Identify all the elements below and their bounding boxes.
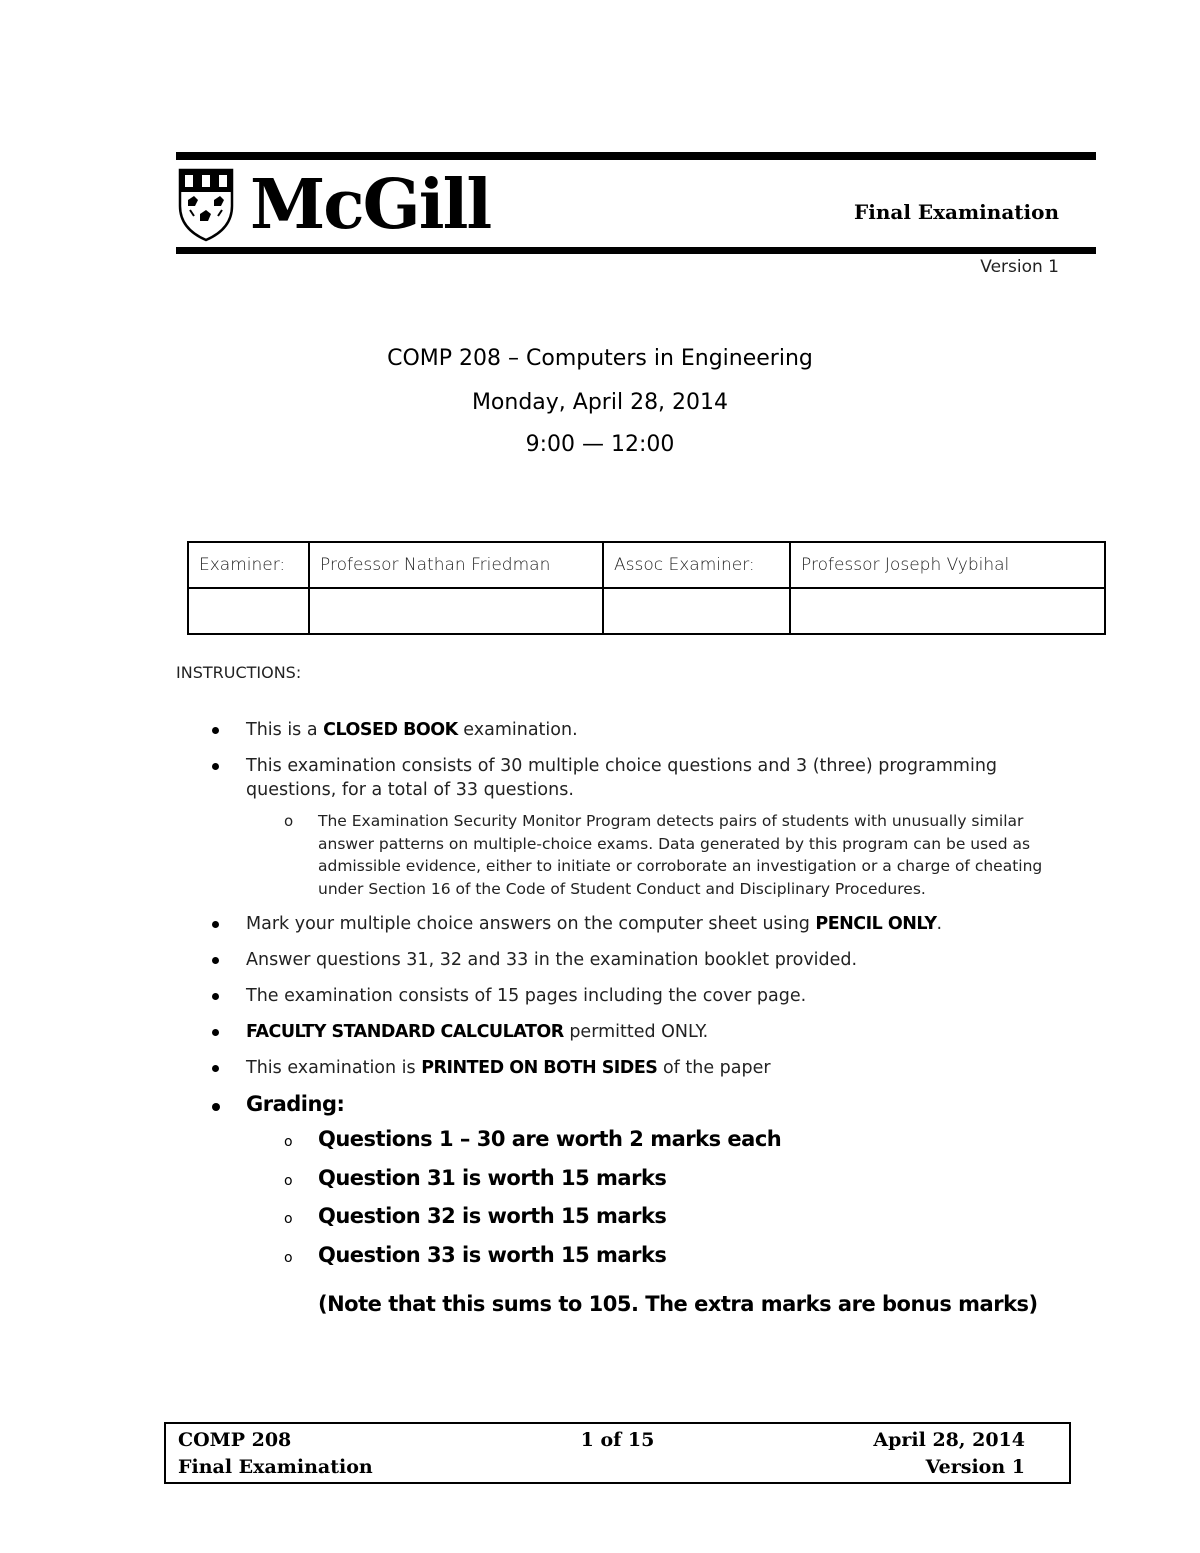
table-cell-empty bbox=[188, 588, 309, 634]
sub-bullet-icon: o bbox=[284, 1249, 293, 1266]
grading-label: Grading: bbox=[246, 1092, 345, 1116]
grading-text: Question 33 is worth 15 marks bbox=[318, 1242, 667, 1267]
instruction-emphasis: CLOSED BOOK bbox=[323, 720, 458, 740]
page-footer bbox=[164, 1422, 1071, 1484]
instruction-text: examination. bbox=[457, 720, 578, 740]
grading-text: Question 31 is worth 15 marks bbox=[318, 1165, 667, 1190]
list-item bbox=[176, 1020, 1056, 1044]
bullet-icon bbox=[212, 921, 219, 928]
list-item bbox=[176, 912, 1056, 936]
sub-bullet-icon: o bbox=[284, 1134, 293, 1150]
list-item bbox=[176, 984, 1056, 1008]
instruction-text: This is a bbox=[246, 720, 324, 740]
instruction-emphasis: FACULTY STANDARD CALCULATOR bbox=[246, 1022, 564, 1042]
header-rule-bottom bbox=[176, 247, 1096, 254]
instructions-heading: INSTRUCTIONS: bbox=[176, 663, 302, 682]
table-row bbox=[188, 588, 1105, 634]
exam-time: 9:00 — 12:00 bbox=[525, 432, 675, 457]
instructions-list bbox=[176, 718, 1056, 1316]
security-monitor-note: The Examination Security Monitor Program detects pairs of students with unusually similar answer patterns on multiple-choice exams. Data generated by this program can be used as admissible evidence, either to initiate or corroborate an investigation or a charge of cheating under Section 16 of the Code of Student Conduct and Disciplinary Procedures. bbox=[318, 812, 1043, 898]
examiner-label: Examiner: bbox=[188, 542, 309, 588]
sub-bullet-icon: o bbox=[284, 1211, 293, 1227]
exam-date: Monday, April 28, 2014 bbox=[471, 390, 729, 415]
footer-date: April 28, 2014 bbox=[873, 1429, 1025, 1451]
grading-item bbox=[176, 1124, 1056, 1154]
sub-bullet-icon: o bbox=[284, 1172, 293, 1189]
instruction-text: . bbox=[936, 914, 943, 934]
list-item bbox=[176, 754, 1056, 802]
bullet-icon bbox=[212, 763, 219, 770]
examiner-name: Professor Nathan Friedman bbox=[309, 542, 603, 588]
instruction-emphasis: PRINTED ON BOTH SIDES bbox=[421, 1058, 658, 1078]
bullet-icon bbox=[212, 1103, 220, 1111]
assoc-examiner-name: Professor Joseph Vybihal bbox=[790, 542, 1105, 588]
bullet-icon bbox=[212, 1029, 219, 1036]
instruction-text: The examination consists of 15 pages including the cover page. bbox=[246, 986, 807, 1006]
list-item bbox=[176, 948, 1056, 972]
grading-item bbox=[176, 1163, 1056, 1193]
footer-page-number: 1 of 15 bbox=[580, 1429, 655, 1451]
footer-course: COMP 208 bbox=[178, 1429, 292, 1451]
course-title: COMP 208 – Computers in Engineering bbox=[387, 346, 813, 371]
list-item bbox=[176, 1056, 1056, 1080]
footer-exam-type: Final Examination bbox=[178, 1456, 373, 1478]
bullet-icon bbox=[212, 1065, 219, 1072]
instruction-emphasis: PENCIL ONLY bbox=[815, 914, 937, 934]
sub-list-item bbox=[176, 810, 1056, 900]
grading-text: Questions 1 – 30 are worth 2 marks each bbox=[318, 1127, 782, 1151]
assoc-examiner-label: Assoc Examiner: bbox=[603, 542, 790, 588]
instruction-text: This examination consists of 30 multiple choice questions and 3 (three) programming questions, for a total of 33 questions. bbox=[246, 756, 998, 800]
table-cell-empty bbox=[309, 588, 603, 634]
bullet-icon bbox=[212, 727, 219, 734]
mcgill-crest-icon bbox=[176, 166, 236, 242]
instruction-text: of the paper bbox=[657, 1058, 771, 1078]
examiner-table bbox=[187, 541, 1106, 635]
bonus-note: (Note that this sums to 105. The extra marks are bonus marks) bbox=[318, 1291, 1038, 1316]
grading-heading bbox=[176, 1092, 1056, 1116]
bullet-icon bbox=[212, 993, 219, 1000]
bullet-icon bbox=[212, 957, 219, 964]
table-row bbox=[188, 542, 1105, 588]
header-exam-type: Final Examination bbox=[854, 200, 1059, 224]
sub-bullet-icon: o bbox=[284, 812, 294, 830]
instruction-text: Answer questions 31, 32 and 33 in the examination booklet provided. bbox=[246, 950, 858, 970]
grading-item bbox=[176, 1201, 1056, 1231]
table-cell-empty bbox=[603, 588, 790, 634]
footer-version: Version 1 bbox=[925, 1456, 1025, 1478]
table-cell-empty bbox=[790, 588, 1105, 634]
mcgill-wordmark: McGill bbox=[250, 165, 491, 245]
header-rule-top bbox=[176, 152, 1096, 160]
instruction-text: This examination is bbox=[246, 1058, 422, 1078]
grading-item bbox=[176, 1240, 1056, 1270]
version-label: Version 1 bbox=[980, 257, 1059, 277]
grading-text: Question 32 is worth 15 marks bbox=[318, 1204, 667, 1228]
list-item bbox=[176, 718, 1056, 742]
instruction-text: permitted ONLY. bbox=[563, 1022, 709, 1042]
instruction-text: Mark your multiple choice answers on the computer sheet using bbox=[246, 914, 816, 934]
